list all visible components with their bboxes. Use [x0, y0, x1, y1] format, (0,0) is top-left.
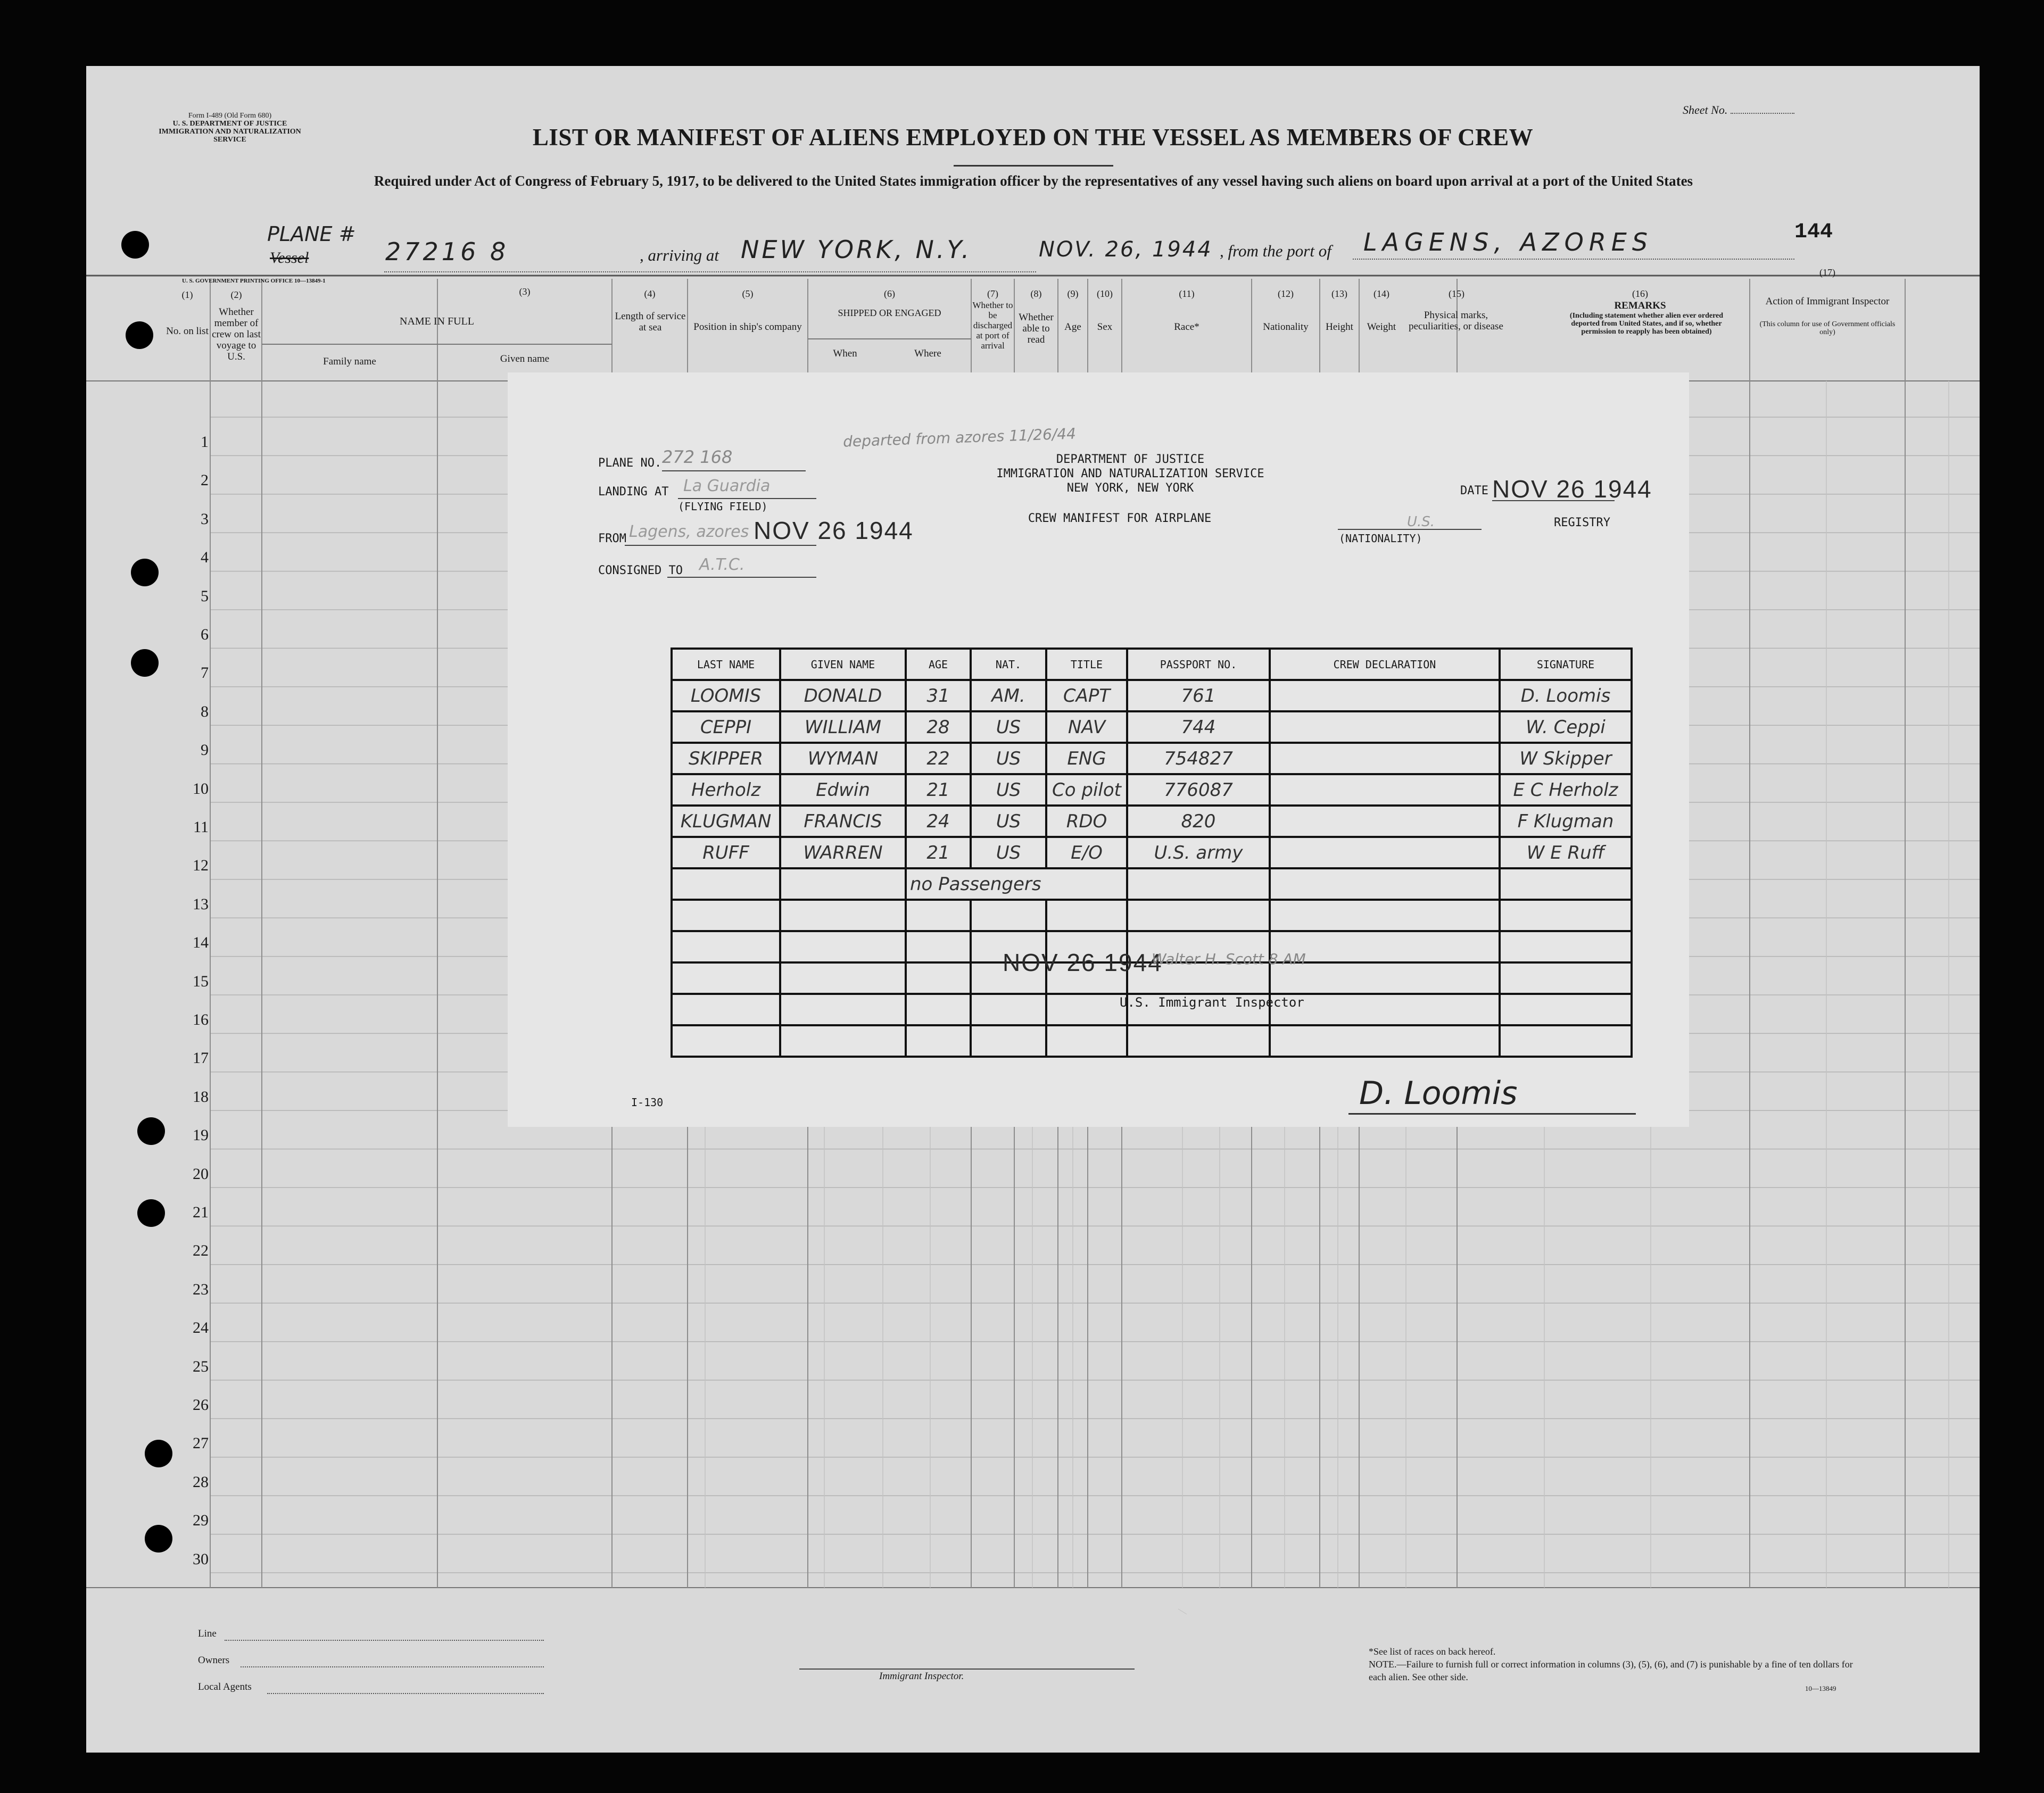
- col-12-label: Nationality: [1263, 321, 1309, 333]
- row-number: 4: [201, 549, 209, 566]
- manifest-title: CREW MANIFEST FOR AIRPLANE: [1028, 512, 1212, 525]
- col-3-given: Given name: [500, 353, 550, 364]
- crew-row: [672, 806, 1632, 837]
- row-number: 28: [193, 1473, 209, 1491]
- row-number: 12: [193, 857, 209, 874]
- col-4-num: (4): [644, 288, 656, 299]
- col-9-num: (9): [1067, 288, 1079, 299]
- crew-row: [672, 680, 1632, 711]
- landing-rule: [678, 498, 816, 499]
- vessel-underline: [384, 271, 1036, 272]
- given-name: Edwin: [780, 774, 906, 806]
- col-1-label: No. on list: [166, 326, 209, 337]
- plane-label: PLANE #: [267, 222, 356, 246]
- col-6-num: (6): [884, 288, 895, 299]
- header-title: TITLE: [1046, 649, 1127, 680]
- departed-note: departed from azores 11/26/44: [842, 425, 1077, 451]
- col-6-when: When: [833, 348, 857, 359]
- crew-declaration: [1270, 837, 1500, 868]
- title: Co pilot: [1046, 774, 1127, 806]
- agents-underline: [267, 1693, 544, 1694]
- from-port-label: , from the port of: [1220, 242, 1331, 260]
- arriving-label: , arriving at: [640, 246, 719, 264]
- col-7-num: (7): [987, 288, 998, 299]
- landing-label: LANDING AT: [598, 485, 669, 499]
- col-6-rule: [808, 338, 971, 339]
- col-13-label: Height: [1326, 321, 1353, 333]
- nationality: US: [971, 806, 1046, 837]
- col-15-num: (15): [1449, 288, 1464, 299]
- col-6-where: Where: [914, 348, 941, 359]
- agents-label: Local Agents: [198, 1681, 252, 1692]
- row-number: 5: [201, 587, 209, 605]
- department-name: U. S. DEPARTMENT OF JUSTICE: [172, 120, 287, 128]
- col-17-label: Action of Immigrant Inspector: [1765, 296, 1890, 307]
- age: 31: [906, 680, 971, 711]
- date-stamp: NOV 26 1944: [1492, 475, 1652, 503]
- form-subtitle: Required under Act of Congress of February 5, 1917, to be delivered to the United States immigration officer by the representatives of any vessel having such aliens on board upon arrival at a port of the United States: [374, 173, 1693, 189]
- col-3-family: Family name: [323, 356, 376, 367]
- immigrant-inspector-label: Immigrant Inspector.: [879, 1671, 964, 1682]
- col-8-num: (8): [1030, 288, 1042, 299]
- row-number: 23: [193, 1281, 209, 1298]
- row-number: 29: [193, 1512, 209, 1529]
- age: 28: [906, 711, 971, 743]
- crew-row: [672, 837, 1632, 868]
- form-number: Form I-489 (Old Form 680): [188, 112, 272, 120]
- registry-label: REGISTRY: [1554, 516, 1610, 529]
- passport: 761: [1127, 680, 1270, 711]
- col-3-rule: [262, 344, 612, 345]
- crew-row-empty: [672, 900, 1632, 931]
- row-number: 25: [193, 1358, 209, 1375]
- penalty-note: NOTE.—Failure to furnish full or correct information in columns (3), (5), (6), and (7) is punishable by a fine of ten dollars for each alien. See other side.: [1369, 1659, 1853, 1682]
- title: RDO: [1046, 806, 1127, 837]
- last-name: CEPPI: [672, 711, 780, 743]
- header-signature: SIGNATURE: [1500, 649, 1632, 680]
- signature: D. Loomis: [1500, 680, 1632, 711]
- form-title: LIST OR MANIFEST OF ALIENS EMPLOYED ON THE VESSEL AS MEMBERS OF CREW: [532, 124, 1534, 151]
- signature: W E Ruff: [1500, 837, 1632, 868]
- plane-no-value: 272 168: [662, 447, 733, 467]
- col-7-label: Whether to be discharged at port of arrival: [972, 300, 1013, 351]
- col-13-num: (13): [1331, 288, 1347, 299]
- col-16-num: (16): [1632, 288, 1648, 299]
- from-port-underline: [1353, 259, 1794, 260]
- title: ENG: [1046, 743, 1127, 774]
- header-last-name: LAST NAME: [672, 649, 780, 680]
- airplane-crew-manifest: [508, 372, 1689, 1127]
- passport: 820: [1127, 806, 1270, 837]
- col-2-num: (2): [230, 289, 242, 300]
- master-signature-rule: [1348, 1113, 1636, 1115]
- inspector-date-stamp: NOV 26 1944: [1003, 949, 1163, 976]
- row-number: 26: [193, 1396, 209, 1414]
- flying-field-label: (FLYING FIELD): [678, 500, 768, 513]
- arriving-port: NEW YORK, N.Y.: [741, 235, 972, 264]
- date-label: DATE: [1460, 484, 1488, 497]
- col-1-num: (1): [181, 289, 193, 300]
- crew-row: [672, 868, 1632, 900]
- last-name: Herholz: [672, 774, 780, 806]
- row-number: 17: [193, 1049, 209, 1067]
- consigned-value: A.T.C.: [699, 555, 745, 574]
- col-6-label: SHIPPED OR ENGAGED: [838, 308, 941, 318]
- row-number: 10: [193, 780, 209, 798]
- title-underline: [954, 165, 1113, 167]
- row-number: 9: [201, 741, 209, 759]
- vessel-number: 27216 8: [385, 237, 509, 266]
- nationality-value: U.S.: [1407, 514, 1435, 530]
- passport: 744: [1127, 711, 1270, 743]
- nationality: US: [971, 711, 1046, 743]
- age: 24: [906, 806, 971, 837]
- from-port: LAGENS, AZORES: [1363, 228, 1653, 256]
- nationality: AM.: [971, 680, 1046, 711]
- col-11-num: (11): [1179, 288, 1195, 299]
- punch-hole: [131, 649, 159, 677]
- crew-declaration: [1270, 743, 1500, 774]
- col-14-label: Weight: [1367, 321, 1396, 333]
- line-underline: [225, 1640, 544, 1641]
- given-name: WARREN: [780, 837, 906, 868]
- service-name: IMMIGRATION AND NATURALIZATION SERVICE: [159, 128, 301, 144]
- row-number: 1: [201, 433, 209, 451]
- crew-declaration: [1270, 711, 1500, 743]
- given-name: WYMAN: [780, 743, 906, 774]
- title: E/O: [1046, 837, 1127, 868]
- inspector-signature-line: [799, 1669, 1135, 1670]
- inspector-signature: Walter H. Scott 8 AM: [1152, 950, 1306, 968]
- last-name: LOOMIS: [672, 680, 780, 711]
- date-rule: [1492, 500, 1615, 501]
- row-number: 13: [193, 895, 209, 913]
- col-5-num: (5): [742, 288, 754, 299]
- col-9-label: Age: [1064, 321, 1081, 333]
- plane-no-label: PLANE NO.: [598, 456, 662, 470]
- col-14-num: (14): [1373, 288, 1389, 299]
- sheet-no-label: Sheet No.: [1683, 103, 1728, 117]
- row-number: 16: [193, 1011, 209, 1028]
- row-number: 2: [201, 471, 209, 489]
- row-number: 14: [193, 934, 209, 951]
- header-age: AGE: [906, 649, 971, 680]
- dept-line-1: DEPARTMENT OF JUSTICE: [1056, 453, 1205, 466]
- punch-hole: [137, 1199, 165, 1227]
- row-number: 19: [193, 1126, 209, 1144]
- consigned-label: CONSIGNED TO: [598, 564, 683, 577]
- header-crew-declaration: CREW DECLARATION: [1270, 649, 1500, 680]
- row-number: 30: [193, 1550, 209, 1568]
- department-header: [939, 452, 1322, 495]
- owners-label: Owners: [198, 1655, 230, 1666]
- punch-hole: [137, 1117, 165, 1145]
- row-number: 15: [193, 973, 209, 990]
- landing-value: La Guardia: [683, 477, 771, 495]
- passport: 776087: [1127, 774, 1270, 806]
- passport: 754827: [1127, 743, 1270, 774]
- inset-form-code: I-130: [631, 1096, 664, 1109]
- inspector-label: U.S. Immigrant Inspector: [1120, 995, 1304, 1010]
- signature: W Skipper: [1500, 743, 1632, 774]
- col-11-label: Race*: [1174, 321, 1199, 333]
- nationality-label: (NATIONALITY): [1339, 532, 1422, 545]
- crew-row: [672, 774, 1632, 806]
- crew-row: [672, 743, 1632, 774]
- dept-line-2: IMMIGRATION AND NATURALIZATION SERVICE: [996, 467, 1264, 480]
- sheet-no: [1683, 103, 1794, 117]
- age: 21: [906, 774, 971, 806]
- nationality: US: [971, 743, 1046, 774]
- crew-declaration: [1270, 774, 1500, 806]
- col-2-label: Whether member of crew on last voyage to U.S.: [212, 306, 261, 362]
- header-nat: NAT.: [971, 649, 1046, 680]
- owners-underline: [241, 1666, 544, 1667]
- consigned-rule: [667, 577, 816, 578]
- age: 21: [906, 837, 971, 868]
- line-label: Line: [198, 1628, 217, 1639]
- row-number: 20: [193, 1165, 209, 1183]
- header-passport: PASSPORT NO.: [1127, 649, 1270, 680]
- signature: E C Herholz: [1500, 774, 1632, 806]
- col-12-num: (12): [1278, 288, 1294, 299]
- plane-no-rule: [662, 470, 806, 471]
- col-10-num: (10): [1097, 288, 1113, 299]
- nationality: US: [971, 837, 1046, 868]
- voyage-date: NOV. 26, 1944: [1039, 237, 1213, 262]
- col-16-sub: (Including statement whether alien ever ordered deported from United States, and if so, whether permission to reapply has been obtained): [1569, 312, 1724, 336]
- crew-table-header: [672, 649, 1632, 680]
- punch-hole: [145, 1525, 172, 1553]
- page-number: 144: [1794, 220, 1833, 244]
- header-given-name: GIVEN NAME: [780, 649, 906, 680]
- row-number: 3: [201, 510, 209, 528]
- from-label: FROM: [598, 532, 626, 545]
- col-4-label: Length of service at sea: [615, 311, 686, 333]
- punch-hole: [121, 231, 149, 259]
- punch-hole: [145, 1440, 172, 1467]
- row-number: 27: [193, 1434, 209, 1452]
- col-17-sub: (This column for use of Government officials only): [1759, 320, 1896, 336]
- from-rule: [625, 545, 816, 546]
- crew-row: [672, 711, 1632, 743]
- col-8-label: Whether able to read: [1019, 312, 1054, 345]
- last-name: SKIPPER: [672, 743, 780, 774]
- row-number: 8: [201, 703, 209, 720]
- col-3-label: NAME IN FULL: [400, 316, 474, 327]
- signature: F Klugman: [1500, 806, 1632, 837]
- dept-line-3: NEW YORK, NEW YORK: [1066, 482, 1194, 495]
- last-name: RUFF: [672, 837, 780, 868]
- last-name: KLUGMAN: [672, 806, 780, 837]
- given-name: WILLIAM: [780, 711, 906, 743]
- title: NAV: [1046, 711, 1127, 743]
- master-signature: D. Loomis: [1359, 1075, 1518, 1112]
- nationality: US: [971, 774, 1046, 806]
- nationality-rule: [1338, 529, 1482, 530]
- col-16-label: REMARKS: [1614, 300, 1666, 311]
- from-value: Lagens, azores: [629, 522, 749, 541]
- no-passengers-note: no Passengers: [906, 868, 1127, 900]
- crew-declaration: [1270, 680, 1500, 711]
- row-number: 24: [193, 1319, 209, 1337]
- col-3-num: (3): [519, 286, 531, 297]
- col-15-label: Physical marks, peculiarities, or disease: [1409, 310, 1503, 332]
- signature: W. Ceppi: [1500, 711, 1632, 743]
- manifest-sheet: [86, 66, 1980, 1753]
- row-number: 7: [201, 664, 209, 682]
- row-number: 11: [193, 818, 209, 836]
- printing-office: U. S. GOVERNMENT PRINTING OFFICE 10—13849-1: [182, 278, 326, 284]
- passport: U.S. army: [1127, 837, 1270, 868]
- row-number: 21: [193, 1203, 209, 1221]
- given-name: FRANCIS: [780, 806, 906, 837]
- footer-code: 10—13849: [1805, 1684, 1836, 1692]
- title: CAPT: [1046, 680, 1127, 711]
- crew-row-empty: [672, 1025, 1632, 1057]
- row-number: 22: [193, 1242, 209, 1259]
- footer-notes: [1369, 1645, 1869, 1683]
- from-date-stamp: NOV 26 1944: [754, 517, 914, 544]
- col-5-label: Position in ship's company: [693, 321, 802, 333]
- row-number: 18: [193, 1088, 209, 1106]
- col-17-num: (17): [1819, 267, 1835, 278]
- vessel-label: Vessel: [270, 249, 309, 267]
- punch-hole: [126, 321, 153, 349]
- crew-declaration: [1270, 806, 1500, 837]
- given-name: DONALD: [780, 680, 906, 711]
- races-note: *See list of races on back hereof.: [1369, 1646, 1496, 1657]
- punch-hole: [131, 559, 159, 586]
- row-number: 6: [201, 626, 209, 643]
- col-10-label: Sex: [1097, 321, 1113, 333]
- age: 22: [906, 743, 971, 774]
